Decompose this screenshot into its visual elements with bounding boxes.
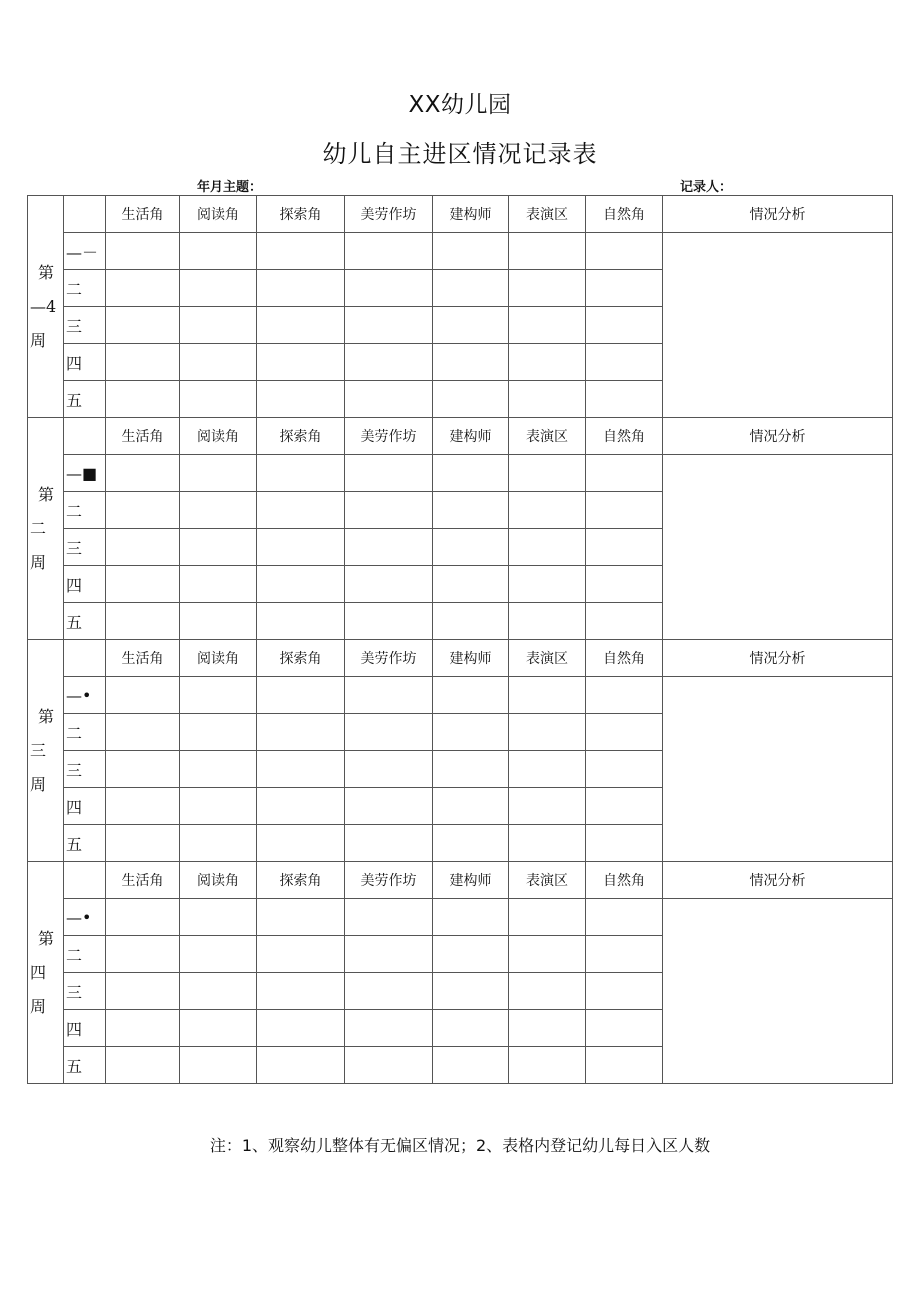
entry-cell[interactable]	[433, 270, 509, 307]
entry-cell[interactable]	[345, 751, 433, 788]
column-header: 自然角	[586, 640, 663, 677]
day-header-blank	[64, 418, 106, 455]
day-label: 二	[64, 714, 106, 751]
column-header: 阅读角	[180, 418, 257, 455]
entry-cell[interactable]	[586, 270, 663, 307]
entry-cell[interactable]	[180, 233, 257, 270]
entry-cell[interactable]	[433, 1047, 509, 1084]
entry-cell[interactable]	[180, 788, 257, 825]
week-label-char: 周	[30, 774, 47, 794]
entry-cell[interactable]	[345, 233, 433, 270]
entry-cell[interactable]	[257, 936, 345, 973]
column-header: 建构师	[433, 418, 509, 455]
column-header: 情况分析	[663, 418, 893, 455]
entry-cell[interactable]	[106, 529, 180, 566]
entry-cell[interactable]	[586, 1010, 663, 1047]
analysis-cell[interactable]	[663, 233, 893, 418]
entry-cell[interactable]	[509, 344, 586, 381]
entry-cell[interactable]	[106, 973, 180, 1010]
week-label-char: 四	[30, 962, 47, 982]
entry-cell[interactable]	[180, 714, 257, 751]
column-header: 生活角	[106, 196, 180, 233]
week-label-cell	[28, 640, 64, 862]
day-row	[28, 677, 893, 714]
entry-cell[interactable]	[345, 455, 433, 492]
entry-cell[interactable]	[180, 344, 257, 381]
entry-cell[interactable]	[433, 603, 509, 640]
entry-cell[interactable]	[106, 344, 180, 381]
column-header: 美劳作坊	[345, 640, 433, 677]
entry-cell[interactable]	[586, 492, 663, 529]
day-label: 二	[64, 936, 106, 973]
entry-cell[interactable]	[257, 307, 345, 344]
day-header-blank	[64, 862, 106, 899]
analysis-cell[interactable]	[663, 455, 893, 640]
entry-cell[interactable]	[106, 1010, 180, 1047]
entry-cell[interactable]	[180, 381, 257, 418]
entry-cell[interactable]	[433, 566, 509, 603]
entry-cell[interactable]	[586, 307, 663, 344]
entry-cell[interactable]	[257, 788, 345, 825]
column-header: 生活角	[106, 862, 180, 899]
entry-cell[interactable]	[180, 307, 257, 344]
entry-cell[interactable]	[180, 1047, 257, 1084]
day-label: —•	[64, 677, 106, 714]
entry-cell[interactable]	[433, 788, 509, 825]
entry-cell[interactable]	[509, 566, 586, 603]
entry-cell[interactable]	[106, 270, 180, 307]
column-header: 情况分析	[663, 196, 893, 233]
week-label-char: 二	[30, 518, 47, 538]
column-header: 建构师	[433, 196, 509, 233]
entry-cell[interactable]	[586, 603, 663, 640]
entry-cell[interactable]	[257, 751, 345, 788]
entry-cell[interactable]	[257, 455, 345, 492]
entry-cell[interactable]	[509, 270, 586, 307]
entry-cell[interactable]	[345, 492, 433, 529]
entry-cell[interactable]	[180, 973, 257, 1010]
entry-cell[interactable]	[586, 973, 663, 1010]
entry-cell[interactable]	[433, 344, 509, 381]
week-label-char: 第	[38, 706, 55, 726]
entry-cell[interactable]	[345, 270, 433, 307]
entry-cell[interactable]	[257, 973, 345, 1010]
entry-cell[interactable]	[433, 714, 509, 751]
column-header: 生活角	[106, 418, 180, 455]
entry-cell[interactable]	[180, 603, 257, 640]
week-label-char: 第	[38, 484, 55, 504]
column-header: 阅读角	[180, 640, 257, 677]
entry-cell[interactable]	[106, 825, 180, 862]
column-header: 表演区	[509, 418, 586, 455]
footnote: 注：1、观察幼儿整体有无偏区情况；2、表格内登记幼儿每日入区人数	[209, 1136, 711, 1155]
record-table	[27, 195, 893, 1084]
day-label: 五	[64, 603, 106, 640]
day-row	[28, 899, 893, 936]
entry-cell[interactable]	[345, 381, 433, 418]
entry-cell[interactable]	[106, 307, 180, 344]
entry-cell[interactable]	[509, 1010, 586, 1047]
week-label	[28, 700, 63, 802]
recorder-label: 记录人：	[680, 180, 733, 195]
entry-cell[interactable]	[106, 1047, 180, 1084]
entry-cell[interactable]	[106, 899, 180, 936]
column-header: 探索角	[257, 862, 345, 899]
day-label: 五	[64, 1047, 106, 1084]
entry-cell[interactable]	[586, 455, 663, 492]
day-label: 五	[64, 381, 106, 418]
entry-cell[interactable]	[106, 492, 180, 529]
day-label: 二	[64, 270, 106, 307]
column-header: 探索角	[257, 640, 345, 677]
entry-cell[interactable]	[433, 1010, 509, 1047]
entry-cell[interactable]	[345, 714, 433, 751]
entry-cell[interactable]	[257, 492, 345, 529]
column-header: 阅读角	[180, 862, 257, 899]
entry-cell[interactable]	[433, 233, 509, 270]
week-label	[28, 478, 63, 580]
entry-cell[interactable]	[433, 825, 509, 862]
column-header: 表演区	[509, 640, 586, 677]
entry-cell[interactable]	[509, 492, 586, 529]
entry-cell[interactable]	[586, 825, 663, 862]
entry-cell[interactable]	[180, 677, 257, 714]
entry-cell[interactable]	[433, 973, 509, 1010]
entry-cell[interactable]	[257, 1010, 345, 1047]
week-header-row	[28, 640, 893, 677]
day-label: 四	[64, 344, 106, 381]
entry-cell[interactable]	[433, 492, 509, 529]
entry-cell[interactable]	[586, 1047, 663, 1084]
entry-cell[interactable]	[509, 899, 586, 936]
column-header: 阅读角	[180, 196, 257, 233]
entry-cell[interactable]	[180, 1010, 257, 1047]
entry-cell[interactable]	[433, 307, 509, 344]
entry-cell[interactable]	[180, 566, 257, 603]
entry-cell[interactable]	[345, 936, 433, 973]
column-header: 自然角	[586, 418, 663, 455]
column-header: 美劳作坊	[345, 862, 433, 899]
entry-cell[interactable]	[106, 455, 180, 492]
entry-cell[interactable]	[106, 677, 180, 714]
entry-cell[interactable]	[586, 344, 663, 381]
entry-cell[interactable]	[509, 233, 586, 270]
entry-cell[interactable]	[433, 529, 509, 566]
entry-cell[interactable]	[586, 899, 663, 936]
week-header-row	[28, 418, 893, 455]
entry-cell[interactable]	[345, 825, 433, 862]
entry-cell[interactable]	[586, 677, 663, 714]
entry-cell[interactable]	[106, 751, 180, 788]
entry-cell[interactable]	[586, 233, 663, 270]
entry-cell[interactable]	[180, 751, 257, 788]
entry-cell[interactable]	[106, 233, 180, 270]
entry-cell[interactable]	[257, 899, 345, 936]
column-header: 美劳作坊	[345, 418, 433, 455]
entry-cell[interactable]	[106, 603, 180, 640]
entry-cell[interactable]	[180, 529, 257, 566]
entry-cell[interactable]	[106, 714, 180, 751]
entry-cell[interactable]	[180, 936, 257, 973]
day-header-blank	[64, 196, 106, 233]
entry-cell[interactable]	[433, 677, 509, 714]
form-title: 幼儿自主进区情况记录表	[322, 140, 598, 168]
analysis-cell[interactable]	[663, 677, 893, 862]
column-header: 自然角	[586, 862, 663, 899]
entry-cell[interactable]	[180, 455, 257, 492]
entry-cell[interactable]	[509, 1047, 586, 1084]
entry-cell[interactable]	[257, 825, 345, 862]
entry-cell[interactable]	[345, 529, 433, 566]
entry-cell[interactable]	[509, 825, 586, 862]
day-row	[28, 455, 893, 492]
week-header-row	[28, 862, 893, 899]
entry-cell[interactable]	[509, 529, 586, 566]
day-label: —－	[64, 233, 106, 270]
entry-cell[interactable]	[586, 936, 663, 973]
entry-cell[interactable]	[257, 344, 345, 381]
entry-cell[interactable]	[257, 270, 345, 307]
entry-cell[interactable]	[180, 899, 257, 936]
entry-cell[interactable]	[345, 1047, 433, 1084]
column-header: 建构师	[433, 640, 509, 677]
entry-cell[interactable]	[509, 455, 586, 492]
entry-cell[interactable]	[509, 307, 586, 344]
column-header: 探索角	[257, 196, 345, 233]
entry-cell[interactable]	[433, 936, 509, 973]
entry-cell[interactable]	[586, 788, 663, 825]
week-label-char: —4	[30, 296, 57, 316]
column-header: 建构师	[433, 862, 509, 899]
entry-cell[interactable]	[345, 973, 433, 1010]
entry-cell[interactable]	[586, 714, 663, 751]
entry-cell[interactable]	[257, 381, 345, 418]
entry-cell[interactable]	[509, 677, 586, 714]
entry-cell[interactable]	[257, 714, 345, 751]
entry-cell[interactable]	[106, 936, 180, 973]
day-label: 四	[64, 788, 106, 825]
entry-cell[interactable]	[345, 603, 433, 640]
entry-cell[interactable]	[509, 936, 586, 973]
day-label: 三	[64, 307, 106, 344]
entry-cell[interactable]	[586, 381, 663, 418]
entry-cell[interactable]	[345, 788, 433, 825]
analysis-cell[interactable]	[663, 899, 893, 1084]
entry-cell[interactable]	[509, 381, 586, 418]
day-label: —•	[64, 899, 106, 936]
column-header: 自然角	[586, 196, 663, 233]
entry-cell[interactable]	[106, 788, 180, 825]
entry-cell[interactable]	[345, 899, 433, 936]
entry-cell[interactable]	[433, 899, 509, 936]
day-label: —■	[64, 455, 106, 492]
entry-cell[interactable]	[106, 566, 180, 603]
day-label: 三	[64, 973, 106, 1010]
week-label-char: 周	[30, 552, 47, 572]
entry-cell[interactable]	[509, 751, 586, 788]
week-label-char: 周	[30, 330, 47, 350]
entry-cell[interactable]	[345, 566, 433, 603]
column-header: 美劳作坊	[345, 196, 433, 233]
entry-cell[interactable]	[586, 529, 663, 566]
column-header: 情况分析	[663, 862, 893, 899]
week-label-char: 三	[30, 740, 47, 760]
column-header: 表演区	[509, 196, 586, 233]
column-header: 探索角	[257, 418, 345, 455]
entry-cell[interactable]	[180, 492, 257, 529]
week-label-char: 周	[30, 996, 47, 1016]
day-label: 三	[64, 751, 106, 788]
day-header-blank	[64, 640, 106, 677]
entry-cell[interactable]	[257, 1047, 345, 1084]
column-header: 情况分析	[663, 640, 893, 677]
entry-cell[interactable]	[586, 566, 663, 603]
entry-cell[interactable]	[257, 233, 345, 270]
week-label-char: 第	[38, 262, 55, 282]
week-label	[28, 256, 63, 358]
week-label-cell	[28, 862, 64, 1084]
day-label: 二	[64, 492, 106, 529]
entry-cell[interactable]	[180, 270, 257, 307]
entry-cell[interactable]	[257, 603, 345, 640]
day-row	[28, 233, 893, 270]
theme-label: 年月主题：	[197, 180, 263, 195]
entry-cell[interactable]	[509, 788, 586, 825]
school-name: XX幼儿园	[408, 92, 512, 118]
week-label-char: 第	[38, 928, 55, 948]
entry-cell[interactable]	[345, 307, 433, 344]
entry-cell[interactable]	[345, 677, 433, 714]
entry-cell[interactable]	[257, 529, 345, 566]
day-label: 三	[64, 529, 106, 566]
week-label	[28, 922, 63, 1024]
week-label-cell	[28, 418, 64, 640]
entry-cell[interactable]	[257, 566, 345, 603]
entry-cell[interactable]	[433, 381, 509, 418]
entry-cell[interactable]	[257, 677, 345, 714]
entry-cell[interactable]	[509, 603, 586, 640]
entry-cell[interactable]	[433, 455, 509, 492]
entry-cell[interactable]	[180, 825, 257, 862]
week-label-cell	[28, 196, 64, 418]
day-label: 四	[64, 1010, 106, 1047]
week-header-row	[28, 196, 893, 233]
day-label: 四	[64, 566, 106, 603]
entry-cell[interactable]	[345, 1010, 433, 1047]
entry-cell[interactable]	[586, 751, 663, 788]
day-label: 五	[64, 825, 106, 862]
entry-cell[interactable]	[106, 381, 180, 418]
entry-cell[interactable]	[509, 714, 586, 751]
entry-cell[interactable]	[345, 344, 433, 381]
column-header: 表演区	[509, 862, 586, 899]
entry-cell[interactable]	[433, 751, 509, 788]
column-header: 生活角	[106, 640, 180, 677]
entry-cell[interactable]	[509, 973, 586, 1010]
